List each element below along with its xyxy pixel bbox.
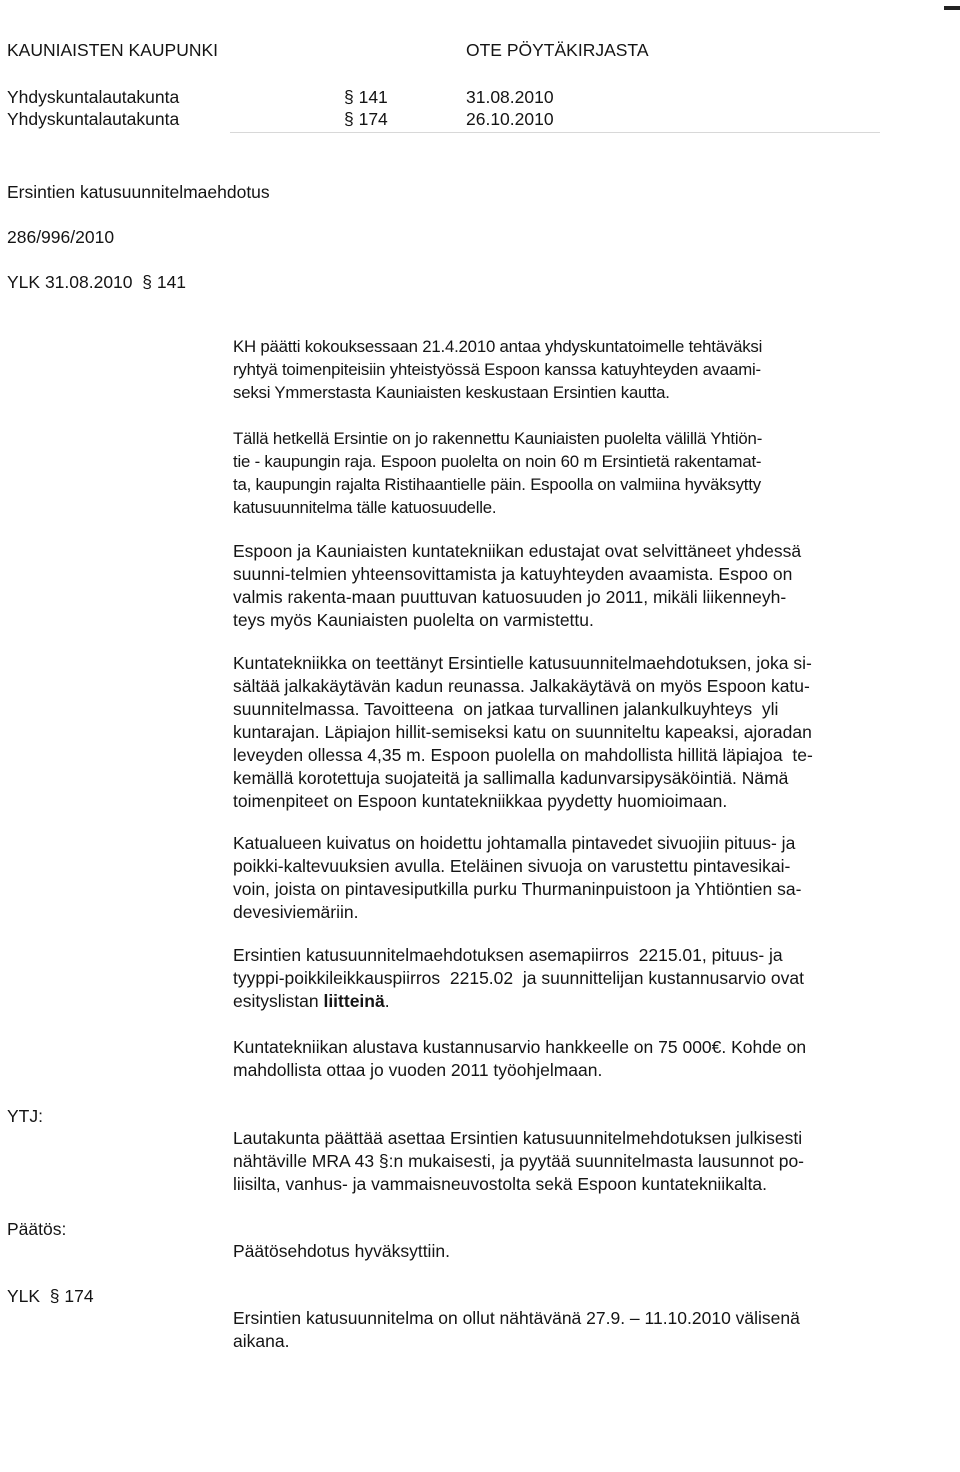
paragraph-line: Ersintien katusuunnitelma on ollut nähtävänä 27.9. – 11.10.2010 välisenä xyxy=(233,1308,800,1328)
attachments-emphasis: liitteinä xyxy=(323,991,385,1011)
organization-name: KAUNIAISTEN KAUPUNKI xyxy=(7,40,219,60)
paragraph-6 xyxy=(233,944,893,1013)
paragraph-line: suunni-telmien yhteensovittamista ja katuyhteyden avaamista. Espoo on xyxy=(233,564,793,584)
paragraph-line: toimenpiteet on Espoon kuntatekniikkaa pyydetty huomioimaan. xyxy=(233,791,728,811)
paragraph-line: Lautakunta päättää asettaa Ersintien katusuunnitelmehdotuksen julkisesti xyxy=(233,1128,803,1148)
paragraph-line-suffix: . xyxy=(384,991,390,1011)
paragraph-line: liisilta, vanhus- ja vammaisneuvostolta sekä Espoon kuntatekniikalta. xyxy=(233,1174,768,1194)
paragraph-line: tyyppi-poikkileikkauspiirros 2215.02 ja suunnittelijan kustannusarvio ovat xyxy=(233,968,805,988)
paragraph-line: Espoon ja Kauniaisten kuntatekniikan edustajat ovat selvittäneet yhdessä xyxy=(233,541,802,561)
paragraph-line: valmis rakenta-maan puuttuvan katuosuuden jo 2011, mikäli liikenneyh- xyxy=(233,587,787,607)
paragraph-line: Tällä hetkellä Ersintie on jo rakennettu Kauniaisten puolelta välillä Yhtiön- xyxy=(233,429,763,448)
paragraph-line: mahdollista ottaa jo vuoden 2011 työohjelmaan. xyxy=(233,1060,603,1080)
paragraph-line: KH päätti kokouksessaan 21.4.2010 antaa yhdyskuntatoimelle tehtäväksi xyxy=(233,337,763,356)
paragraph-line: Katualueen kuivatus on hoidettu johtamalla pintavedet sivuojiin pituus- ja xyxy=(233,833,796,853)
ylk-174-label: YLK § 174 xyxy=(7,1286,94,1306)
header-section-2: § 174 xyxy=(344,109,388,129)
header-section-1: § 141 xyxy=(344,87,388,107)
paragraph-2 xyxy=(233,427,893,519)
paragraph-line: voin, joista on pintavesiputkilla purku Thurmaninpuistoon ja Yhtiöntien sa- xyxy=(233,879,802,899)
paragraph-line: suunnitelmassa. Tavoitteena on jatkaa turvallinen jalankulkuyhteys yli xyxy=(233,699,779,719)
paragraph-line: nähtäville MRA 43 §:n mukaisesti, ja pyytää suunnitelmasta lausunnot po- xyxy=(233,1151,805,1171)
paragraph-line: seksi Ymmerstasta Kauniaisten keskustaan Ersintien kautta. xyxy=(233,383,670,402)
header-body-2: Yhdyskuntalautakunta xyxy=(7,109,180,129)
paragraph-line: teys myös Kauniaisten puolelta on varmistettu. xyxy=(233,610,594,630)
subject-title: Ersintien katusuunnitelmaehdotus xyxy=(7,182,270,202)
paragraph-line: sältää jalkakäytävän kadun reunassa. Jalkakäytävä on myös Espoon katu- xyxy=(233,676,810,696)
paragraph-4 xyxy=(233,652,893,813)
paragraph-line-prefix: esityslistan xyxy=(233,991,324,1011)
ytj-label: YTJ: xyxy=(7,1106,43,1126)
meeting-reference: YLK 31.08.2010 § 141 xyxy=(7,272,187,292)
paragraph-line: tie - kaupungin raja. Espoon puolelta on noin 60 m Ersintietä rakentamat- xyxy=(233,452,762,471)
header-date-2: 26.10.2010 xyxy=(466,109,554,129)
document-type: OTE PÖYTÄKIRJASTA xyxy=(466,40,649,60)
ylk-174-text xyxy=(233,1307,893,1353)
header-body-1: Yhdyskuntalautakunta xyxy=(7,87,180,107)
paragraph-line: kemällä korotettuja suojateitä ja sallimalla kadunvarsipysäköintiä. Nämä xyxy=(233,768,789,788)
reference-number: 286/996/2010 xyxy=(7,227,115,247)
paragraph-line: Kuntatekniikka on teettänyt Ersintielle katusuunnitelmaehdotuksen, joka si- xyxy=(233,653,812,673)
header-date-1: 31.08.2010 xyxy=(466,87,554,107)
header-rule xyxy=(230,132,880,133)
decision-text: Päätösehdotus hyväksyttiin. xyxy=(233,1241,450,1261)
paragraph-line: katusuunnitelma tälle katuosuudelle. xyxy=(233,498,497,517)
paragraph-line: Kuntatekniikan alustava kustannusarvio hankkeelle on 75 000€. Kohde on xyxy=(233,1037,807,1057)
paragraph-line: aikana. xyxy=(233,1331,290,1351)
scan-mark xyxy=(944,6,960,10)
paragraph-line: kuntarajan. Läpiajon hillit-semiseksi katu on suunniteltu kapeaksi, ajoradan xyxy=(233,722,812,742)
paragraph-line: ryhtyä toimenpiteisiin yhteistyössä Espoon kanssa katuyhteyden avaami- xyxy=(233,360,761,379)
ytj-proposal xyxy=(233,1127,893,1196)
paragraph-line: devesiviemäriin. xyxy=(233,902,359,922)
paragraph-line: leveyden ollessa 4,35 m. Espoon puolella on mahdollista hillitä läpiajoa te- xyxy=(233,745,813,765)
paragraph-line: Ersintien katusuunnitelmaehdotuksen asemapiirros 2215.01, pituus- ja xyxy=(233,945,783,965)
paragraph-3 xyxy=(233,540,893,632)
paragraph-last-line xyxy=(233,990,893,1013)
paragraph-1 xyxy=(233,335,893,404)
paragraph-7 xyxy=(233,1036,893,1082)
paragraph-5 xyxy=(233,832,893,924)
paragraph-line: ta, kaupungin rajalta Ristihaantielle päin. Espoolla on valmiina hyväksytty xyxy=(233,475,761,494)
paragraph-line: poikki-kaltevuuksien avulla. Eteläinen sivuoja on varustettu pintavesikai- xyxy=(233,856,791,876)
decision-label: Päätös: xyxy=(7,1219,67,1239)
